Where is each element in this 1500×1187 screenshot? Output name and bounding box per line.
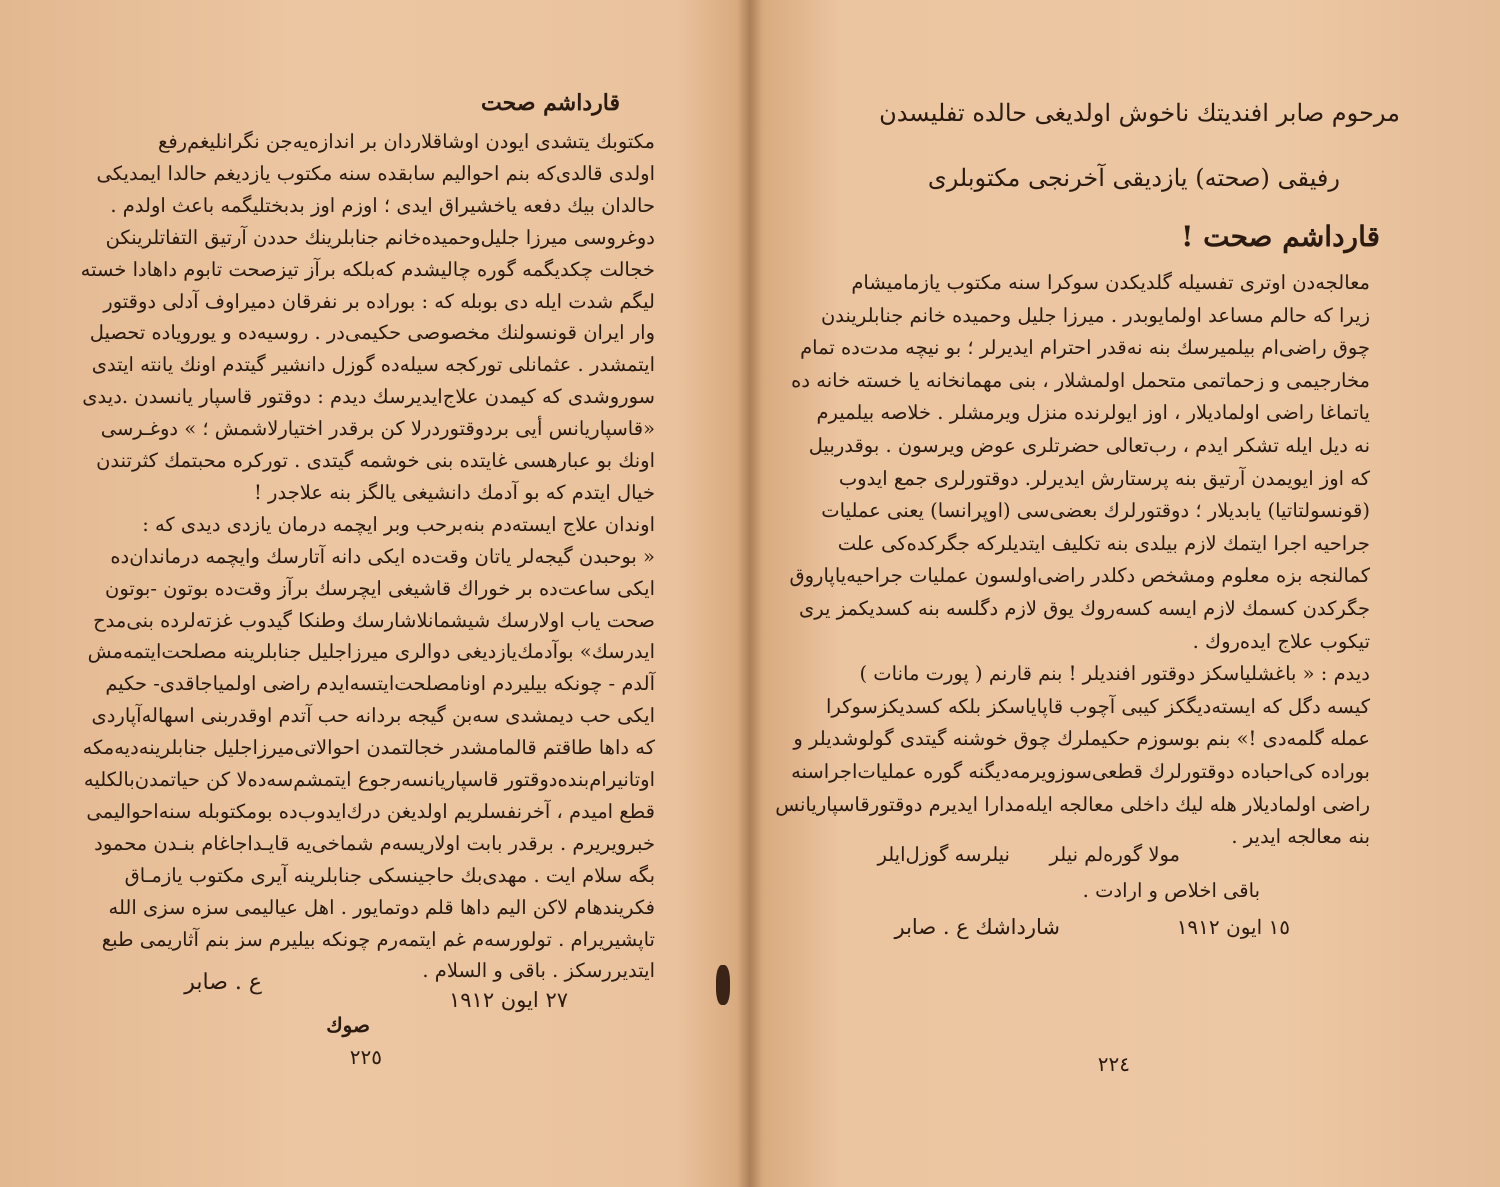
right-heading: قارداشم صحت ! bbox=[1181, 220, 1380, 253]
text-line: قطع اميدم ، آخرنفسلريم اولديغن درك‌ايدوب‌ده بومكتوبله سنه‌احواليمی bbox=[86, 799, 655, 823]
text-line: كمالنجه بزه معلوم ومشخص دكلدر راضی‌اولسون عمليات جراحيه‌ياپاروق bbox=[789, 564, 1370, 588]
text-line: بنه معالجه ايدير . bbox=[1231, 825, 1370, 849]
text-line: خبرويريرم . برقدر بابت اولاريسه‌م شماخی‌يه قايـداجاغام بنـدن محمود bbox=[94, 831, 655, 855]
closing-line: باقی اخلاص و ارادت . bbox=[1082, 879, 1260, 902]
text-line: اوتانيرام‌بنده‌دوقتور قاسپاريانسه‌رجوع ايتمشم‌سه‌ده‌لا كن حياتمدن‌بالكليه bbox=[83, 768, 655, 791]
text-line: ديدم : « باغشلياسكز دوقتور افنديلر ! بنم قارنم ( پورت مانات ) bbox=[859, 662, 1370, 686]
text-line: ياتماغا راضی اولماديلار ، اوز ايولرنده منزل ويرمشلر . خلاصه بيلميرم bbox=[816, 401, 1370, 425]
text-line: ايدرسك» بوآدمك‌يازديغی دوالری ميرزاجليل جنابلرينه مصلحت‌ايتمه‌مش bbox=[87, 640, 655, 664]
right-page-number: ٢٢٤ bbox=[1097, 1052, 1130, 1076]
text-line: فكريندهام لاكن اليم داها قلم دوتمايور . اهل عياليمی سزه سزی الله bbox=[108, 895, 655, 919]
text-line: عمله گلمه‌دی !» بنم بوسوزم حكيملرك چوق خوشنه گيتدی گولوشديلر و bbox=[793, 727, 1370, 751]
text-line: تاپشيريرام . تولورسه‌م غم ايتمه‌رم چونكه بيليرم سز بنم آثاريمی طبع bbox=[101, 927, 655, 951]
text-line: چوق راضی‌ام بيلميرسك بنه نه‌قدر احترام ايديرلر ؛ بو نيچه مدت‌ده تمام bbox=[800, 336, 1370, 360]
verse-right: مولا گوره‌لم نيلر bbox=[1049, 843, 1180, 866]
text-line: (قونسولتاتيا) يابديلار ؛ دوقتورلرك بعضی‌سی (اوپرانسا) يعنی عمليات bbox=[821, 499, 1370, 523]
text-line: ايتديررسكز . باقی و السلام . bbox=[422, 959, 655, 983]
right-title-line2: رفيقی (صحته) يازديقی آخرنجی مكتوبلری bbox=[927, 164, 1340, 192]
text-line: نه ديل ايله تشكر ايدم ، رب‌تعالی حضرتلری عوض ويرسون . بوقدربيل bbox=[808, 434, 1370, 457]
left-page-number: ٢٢٥ bbox=[349, 1045, 382, 1069]
text-line: ليگم شدت ايله دی بوبله كه : بوراده بر نفرقان دميراوف آدلی دوقتور bbox=[103, 289, 655, 313]
text-line: جراحيه اجرا ايتمك لازم بيلدی بنه تكليف ايتديلركه جگرکده‌كی علت bbox=[837, 531, 1370, 555]
right-date: ١٥ ايون ١٩١٢ bbox=[1176, 915, 1290, 939]
text-line: صحت ياب اولارسك شيشمانلاشارسك وطنكا گيدوب غزته‌لرده بنی‌مدح bbox=[93, 608, 655, 632]
text-line: راضی اولماديلار هله ليك داخلی معالجه ايله‌مدارا ايديرم دوقتورقاسپاريانس bbox=[775, 792, 1370, 816]
text-line: كه اوز ايويمدن آرتيق بنه پرستارش ايديرلر. دوقتورلری جمع ايدوب bbox=[838, 466, 1370, 490]
left-heading: قارداشم صحت bbox=[481, 90, 620, 116]
text-line: ايكی حب ديمشدی سه‌بن گيجه بردانه حب آتدم اوقدربنی اسهاله‌آپاردی bbox=[91, 704, 655, 728]
text-line: كيسه دگل كه ايسته‌ديگكز كيبی آچوب قاپاياسكز بلكه كسديكزسوكرا bbox=[826, 694, 1370, 718]
text-line: خجالت چكديگمه گوره چاليشدم كه‌بلكه برآز تيزصحت تابوم داهادا خسته bbox=[80, 257, 655, 281]
text-line: آلدم - چونكه بيليردم اونامصلحت‌ايتسه‌ايدم راضی اولمياجاقدی- حكيم bbox=[105, 672, 655, 696]
text-line: حالدان بيك دفعه ياخشيراق ايدی ؛ اوزم اوز بدبختليگمه باعث اولدم . bbox=[110, 193, 655, 217]
text-line: وار ايران قونسولنك مخصوصی حكيمی‌در . روسيه‌ده و يورويا‌ده تحصيل bbox=[89, 321, 655, 345]
text-line: سوروشدی كه كيمدن علاج‌ايديرسك ديدم : دوقتور قاسپار يانسدن .ديدی bbox=[82, 385, 655, 409]
verse-left: نيلرسه گوزل‌ايلر bbox=[877, 843, 1010, 866]
text-line: ايكی ساعت‌ده بر خوراك قاشيغی ايچرسك برآز وقت‌ده بوتون -بوتون bbox=[105, 576, 655, 600]
text-line: معالجه‌دن اوتری تفسيله گلديكدن سوكرا سنه مکتوب يازماميشام bbox=[851, 271, 1370, 294]
text-line: « بوحبدن گيجه‌لر ياتان وقت‌ده ايكی دانه آتارسك وايچمه درماندان‌ده bbox=[110, 544, 655, 568]
book-gutter bbox=[738, 0, 762, 1187]
left-date: ٢٧ ايون ١٩١٢ bbox=[449, 988, 568, 1012]
text-line: «قاسپاريانس أيی بردوقتوردرلا كن برقدر اختيارلاشمش ؛ » دوغـرسی bbox=[100, 417, 655, 441]
text-line: خيال ايتدم كه بو آدمك دانشيغی يالگز بنه علاجدر ! bbox=[254, 480, 655, 504]
text-line: مکتوبك يتشدی ايودن اوشاقلاردان بر اندازه‌يه‌جن نگرانليغم‌رفع bbox=[157, 130, 655, 153]
text-line: زيرا كه حالم مساعد اولمايوبدر . ميرزا جليل وحميده خانم جنابلريندن bbox=[820, 303, 1370, 327]
text-line: مخارجيمی و زحماتمی متحمل اولمشلار ، بنی مهمانخانه يا خسته خانه ده bbox=[791, 368, 1370, 392]
text-line: جگركدن كسمك لازم ايسه كسه‌روك يوق لازم دگلسه بنه كسديكمز يری bbox=[798, 597, 1370, 620]
text-line: تيكوب علاج ايده‌روك . bbox=[1192, 629, 1370, 653]
text-line: اولدی قالدی‌كه بنم احواليم سابقده سنه مکتوب يازديغم حالدا ايمديكی bbox=[96, 161, 655, 185]
end-word: صوك bbox=[326, 1013, 370, 1037]
text-line: اوندان علاج ايسته‌دم بنه‌برحب وبر ايچمه درمان يازدی ديدی كه : bbox=[142, 512, 655, 536]
text-line: بگه سلام ايت . مهدی‌بك حاجينسكی جنابلرينه آيری مكتوب يازمـاق bbox=[124, 863, 655, 887]
right-title-line1: مرحوم صابر افنديتك ناخوش اولديغی حالده تفليسدن bbox=[879, 99, 1400, 127]
left-page bbox=[0, 0, 740, 1187]
right-page bbox=[760, 0, 1500, 1187]
left-signature: ع . صابر bbox=[184, 970, 262, 995]
text-line: ايتمشدر . عثمانلی توركجه سيله‌ده گوزل دانشير گيتدم اونك يانته ايتدی bbox=[91, 353, 655, 377]
text-line: دوغروسی ميرزا جليل‌وحميده‌خانم جنابلرينك حددن آرتيق التفاتلرينكن bbox=[105, 225, 655, 249]
text-line: اونك بو عبارهسی غايتده بنی خوشمه گيتدی . توركره محبتمك كثرتندن bbox=[96, 449, 655, 472]
right-signature: شارداشك ع . صابر bbox=[894, 915, 1060, 939]
text-line: كه داها طاقتم قالمامشدر خجالتمدن احوالاتی‌ميرزاجليل جنابلرينه‌ديه‌مكه bbox=[82, 736, 655, 760]
text-line: بوراده كی‌احباده دوقتورلرك قطعی‌سوزويرمه‌ديگنه گوره عمليات‌اجراسنه bbox=[791, 760, 1370, 783]
